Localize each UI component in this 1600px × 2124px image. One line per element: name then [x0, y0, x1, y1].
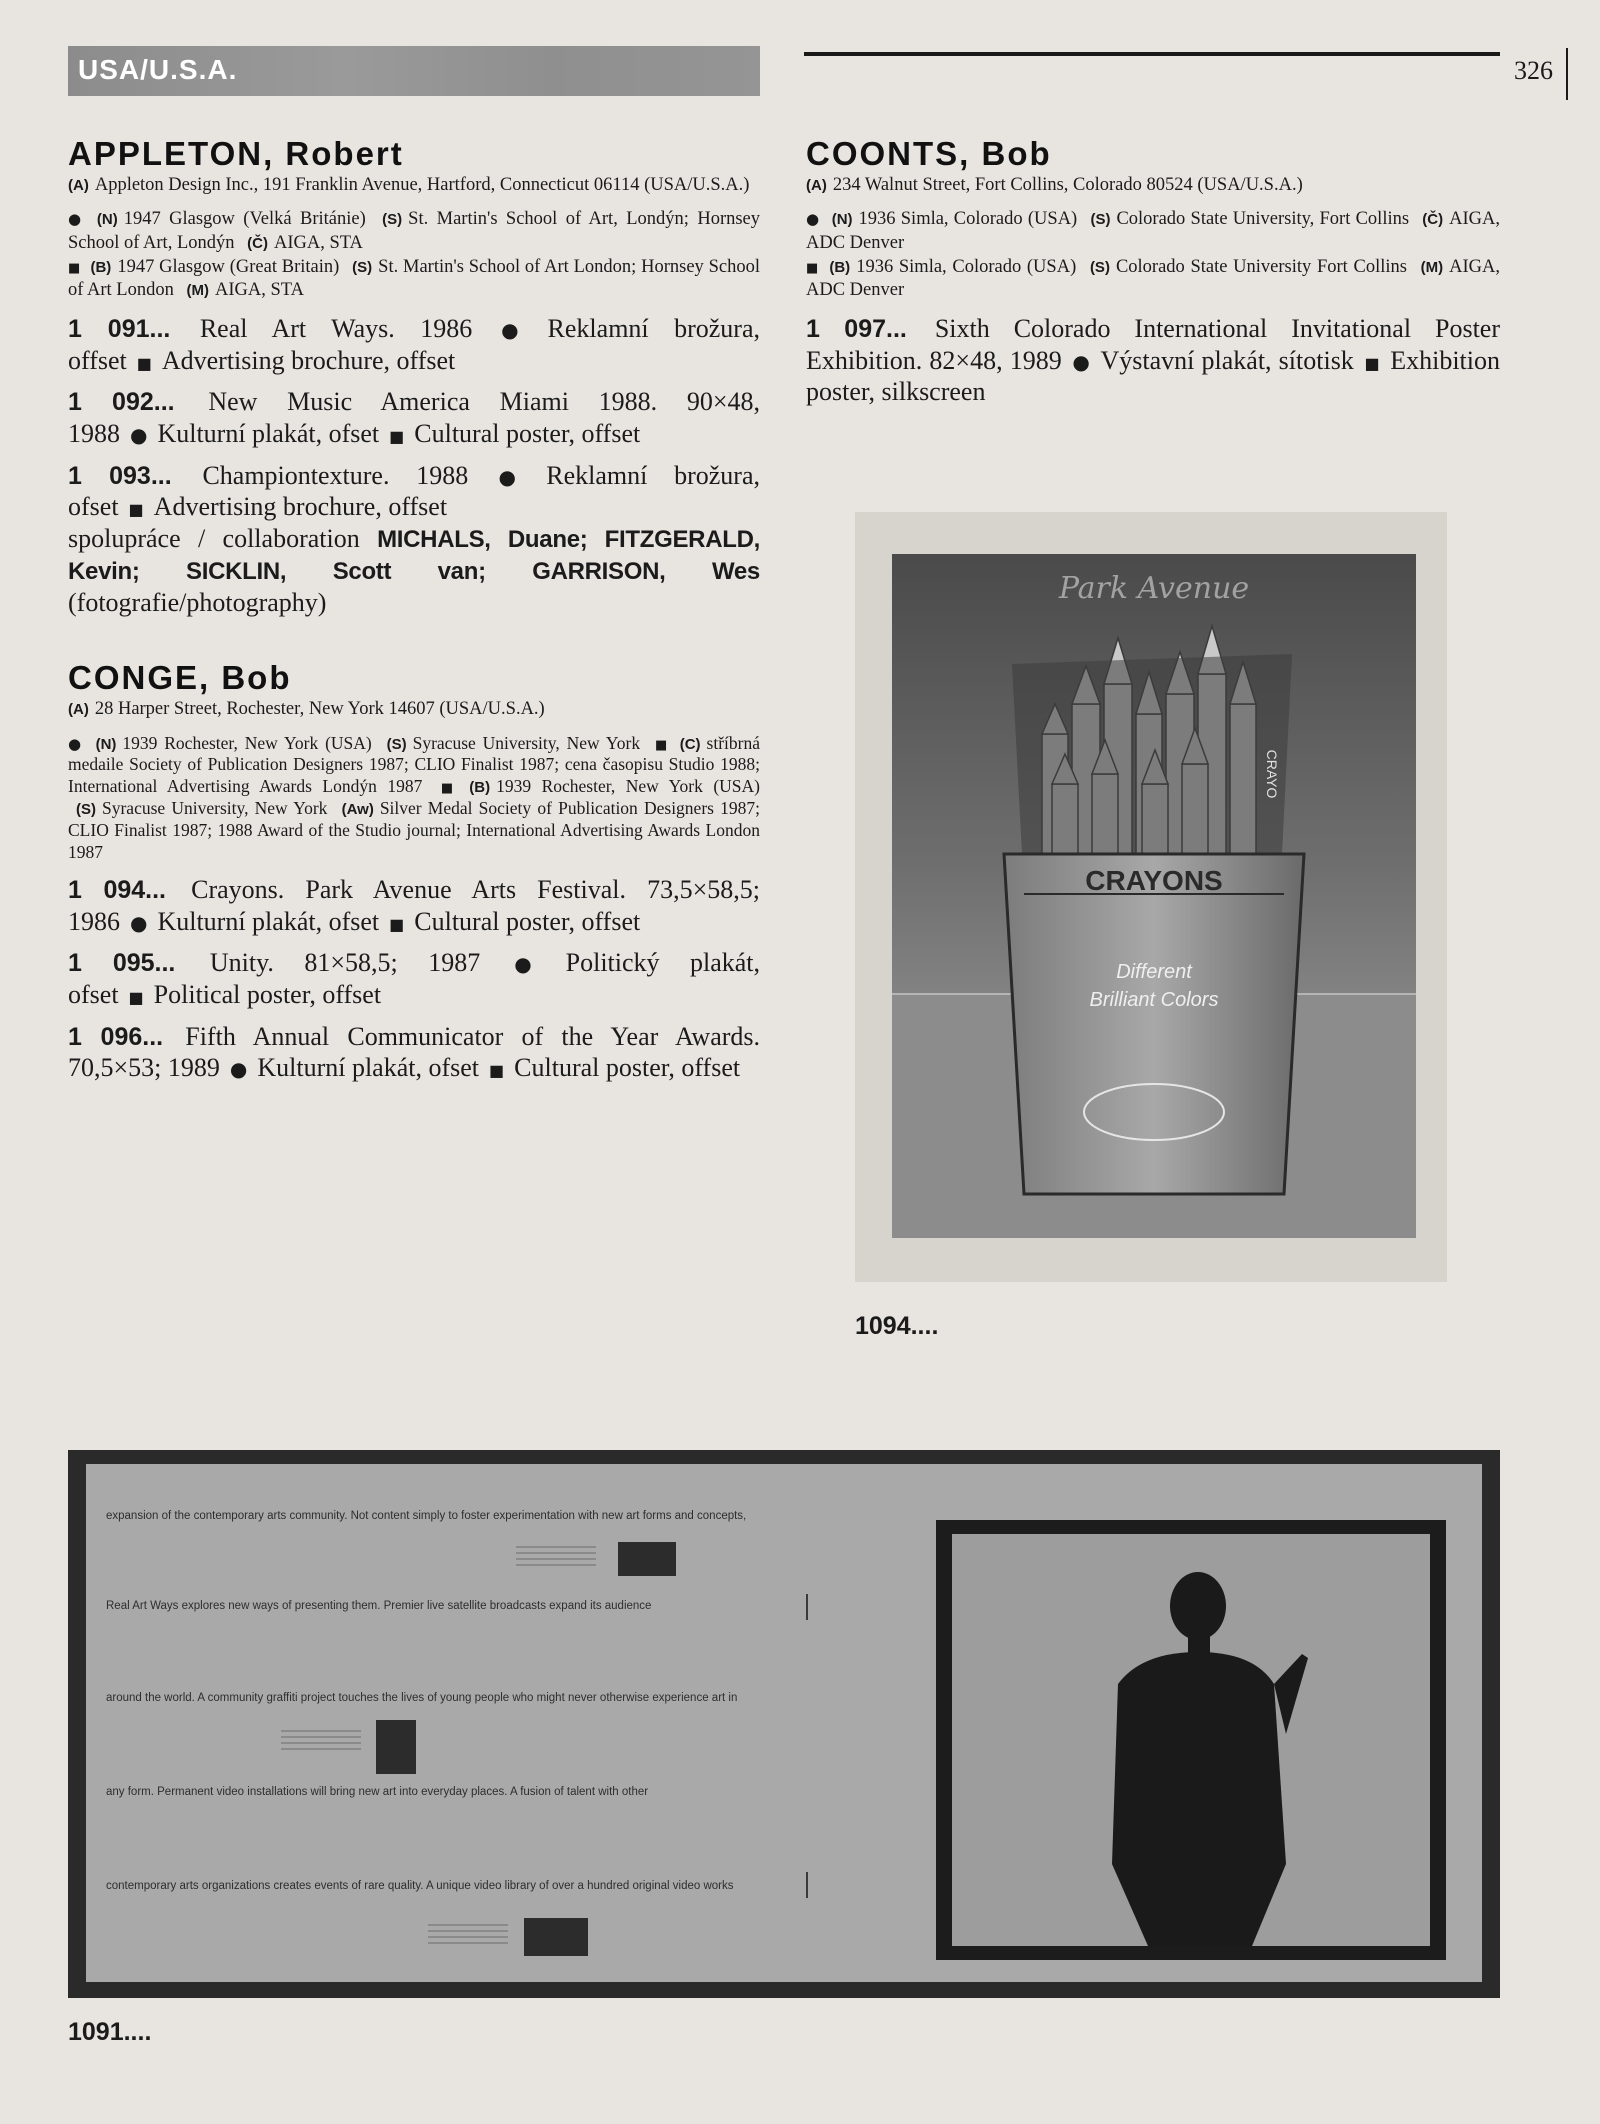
brochure-line: around the world. A community graffiti project touches the lives of young people who might never otherwise experience art in — [106, 1692, 738, 1704]
brochure-text-panel — [106, 1482, 816, 1962]
poster-box-sub2: Brilliant Colors — [1089, 989, 1219, 1011]
crayon-box — [1004, 854, 1304, 1194]
brochure-photo-thumb — [618, 1542, 676, 1576]
brochure-caption-lines — [428, 1924, 508, 1948]
page-number-divider — [1566, 48, 1568, 100]
poster-box-label: CRAYONS — [1085, 865, 1223, 896]
designer-coonts — [806, 136, 1500, 408]
designer-appleton — [68, 136, 760, 618]
bio-english: ■ (B) 1936 Simla, Colorado (USA) (S) Colorado State University Fort Collins (M) AIGA, ADC Denver — [806, 256, 1501, 301]
header-rule — [804, 52, 1500, 56]
designer-conge — [68, 660, 760, 1084]
poster-crayon-label: CRAYO — [1264, 749, 1280, 799]
brochure-spread — [86, 1464, 1482, 1982]
right-column — [806, 136, 1500, 408]
entry-1095: 1 095... Unity. 81×58,5; 1987 ● Politický plakát, ofset ■ Political poster, offset — [68, 948, 761, 1009]
brochure-main-photo — [936, 1520, 1446, 1960]
page-number: 326 — [1514, 56, 1553, 85]
bio-czech: ● (N) 1939 Rochester, New York (USA) (S) Syracuse University, New York ■ (C) stříbrná medaile Society of Publication Designers 1987; CLIO Finalist 1987; cena časopisu Studio 1988; International Advertising Awards Londýn 1987 ■ (B) 1939 Rochester, New York (USA) (S) Syracuse University, New York (Aw) Silver Medal Society of Publication Designers 1987; CLIO Finalist 1987; 1988 Award of the Studio journal; International Advertising Awards London 1987 — [68, 732, 760, 862]
left-column — [68, 136, 760, 1084]
designer-name: APPLETON, Robert — [68, 135, 404, 172]
entry-1097: 1 097... Sixth Colorado International Invitational Poster Exhibition. 82×48, 1989 ● Výstavní plakát, sítotisk ■ Exhibition poster, silkscreen — [806, 313, 1501, 407]
section-banner — [68, 46, 760, 96]
bio-czech: ● (N) 1936 Simla, Colorado (USA) (S) Colorado State University, Fort Collins (Č) AIGA, ADC Denver — [806, 209, 1500, 253]
entry-1093: 1 093... Championtexture. 1988 ● Reklamní brožura, ofset ■ Advertising brochure, offset spolupráce / collaboration MICHALS, Duane; FITZGERALD, Kevin; SICKLIN, Scott van; GARRISON, Wes (fotografie/photography) — [68, 460, 761, 617]
designer-address: (A) 234 Walnut Street, Fort Collins, Colorado 80524 (USA/U.S.A.) — [806, 174, 1303, 195]
designer-bio — [68, 208, 760, 303]
brochure-line: any form. Permanent video installations will bring new art into everyday places. A fusion of talent with other — [106, 1786, 649, 1798]
poster-box-sub1: Different — [1116, 961, 1192, 983]
caption-1094: 1094.... — [855, 1312, 939, 1340]
poster-1094-image — [892, 554, 1416, 1238]
designer-address: (A) 28 Harper Street, Rochester, New York 14607 (USA/U.S.A.) — [68, 698, 545, 719]
bio-czech: ● (N) 1947 Glasgow (Velká Británie) (S) St. Martin's School of Art, Londýn; Hornsey School of Art, Londýn (Č) AIGA, STA — [68, 209, 761, 253]
brochure-line: Real Art Ways explores new ways of presenting them. Premier live satellite broadcasts expand its audience — [106, 1600, 652, 1612]
section-title: USA/U.S.A. — [78, 54, 238, 85]
silhouette-figure — [952, 1534, 1430, 1946]
designer-name: COONTS, Bob — [806, 135, 1052, 172]
crayons-illustration — [892, 554, 1416, 1238]
brochure-line: contemporary arts organizations creates events of rare quality. A unique video library of over a hundred original video works — [106, 1880, 734, 1892]
brochure-line: expansion of the contemporary arts community. Not content simply to foster experimentation with new art forms and concepts, — [106, 1510, 747, 1522]
bio-english: ■ (B) 1947 Glasgow (Great Britain) (S) St. Martin's School of Art London; Hornsey School of Art London (M) AIGA, STA — [68, 256, 761, 301]
designer-address: (A) Appleton Design Inc., 191 Franklin Avenue, Hartford, Connecticut 06114 (USA/U.S.A.) — [68, 174, 750, 195]
brochure-photo-thumb — [524, 1918, 588, 1956]
caption-1091: 1091.... — [68, 2018, 152, 2046]
entry-1092: 1 092... New Music America Miami 1988. 90×48, 1988 ● Kulturní plakát, ofset ■ Cultural poster, offset — [68, 387, 761, 449]
designer-name: CONGE, Bob — [68, 659, 292, 697]
brochure-1091-image — [68, 1450, 1500, 1998]
designer-bio — [806, 208, 1500, 303]
brochure-photo-thumb — [376, 1720, 416, 1774]
entry-1096: 1 096... Fifth Annual Communicator of the Year Awards. 70,5×53; 1989 ● Kulturní plakát, ofset ■ Cultural poster, offset — [68, 1021, 761, 1083]
collaboration-credit: spolupráce / collaboration MICHALS, Duane; FITZGERALD, Kevin; SICKLIN, Scott van; GARRISON, Wes (fotografie/photography) — [68, 524, 760, 617]
designer-bio — [68, 733, 760, 864]
poster-script-title: Park Avenue — [1058, 571, 1250, 606]
brochure-caption-lines — [516, 1546, 596, 1570]
entry-1091: 1 091... Real Art Ways. 1986 ● Reklamní brožura, offset ■ Advertising brochure, offset — [68, 313, 760, 375]
brochure-caption-lines — [281, 1730, 361, 1754]
entry-1094: 1 094... Crayons. Park Avenue Arts Festival. 73,5×58,5; 1986 ● Kulturní plakát, ofset ■ Cultural poster, offset — [68, 874, 761, 936]
